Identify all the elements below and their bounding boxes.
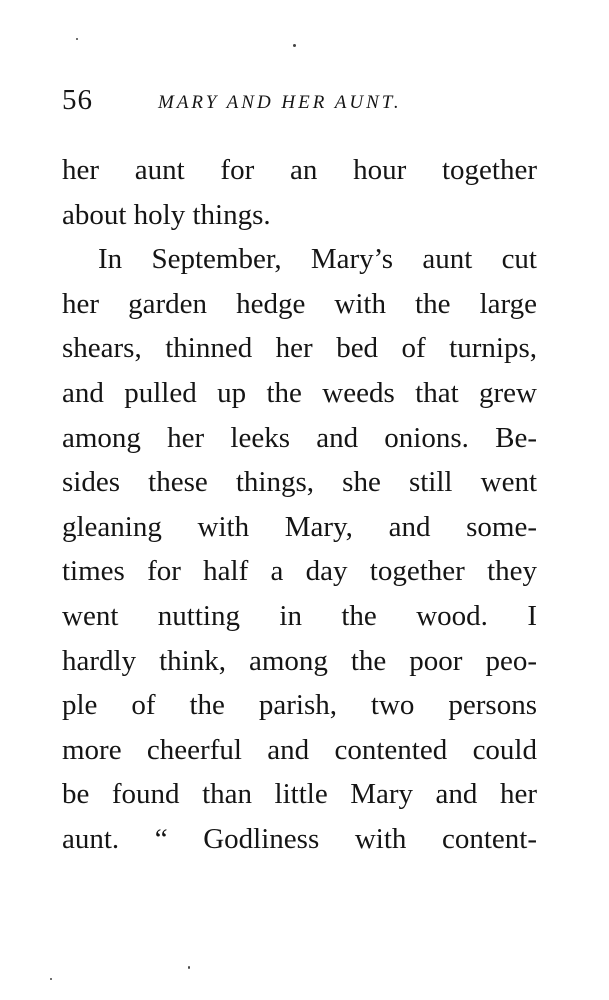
text-line: hardly think, among the poor peo- xyxy=(62,644,537,677)
running-title: MARY AND HER AUNT. xyxy=(158,92,402,113)
scan-speck xyxy=(76,38,78,40)
text-line: times for half a day together they xyxy=(62,555,537,588)
text-line: more cheerful and contented could xyxy=(62,733,537,766)
text-line: sides these things, she still went xyxy=(62,466,537,499)
scan-speck xyxy=(293,44,296,47)
text-line: In September, Mary’s aunt cut xyxy=(98,243,537,276)
text-line: about holy things. xyxy=(62,198,271,231)
text-line: and pulled up the weeds that grew xyxy=(62,376,537,409)
text-line: gleaning with Mary, and some- xyxy=(62,510,537,543)
text-line: shears, thinned her bed of turnips, xyxy=(62,332,537,365)
scan-speck xyxy=(50,978,52,980)
page-number: 56 xyxy=(62,84,93,116)
text-line: her garden hedge with the large xyxy=(62,287,537,320)
text-line: her aunt for an hour together xyxy=(62,154,537,186)
running-head xyxy=(62,84,562,124)
text-line: ple of the parish, two persons xyxy=(62,689,537,722)
text-line: went nutting in the wood. I xyxy=(62,599,537,632)
text-line: be found than little Mary and her xyxy=(62,778,537,811)
text-line: aunt. “ Godliness with content- xyxy=(62,822,537,855)
scan-speck xyxy=(188,966,190,969)
text-line: among her leeks and onions. Be- xyxy=(62,421,537,454)
body-text xyxy=(62,148,537,862)
